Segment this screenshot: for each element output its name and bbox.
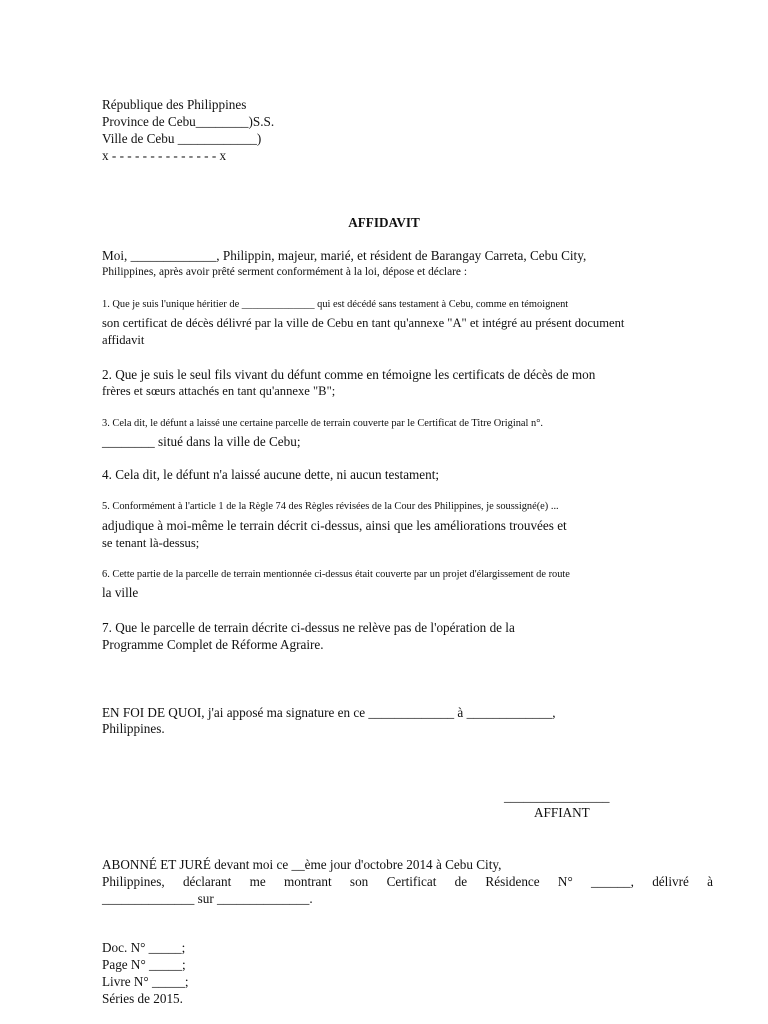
jurat-line-1: ABONNÉ ET JURÉ devant moi ce __ème jour d'octobre 2014 à Cebu City, bbox=[102, 857, 502, 872]
header-republic: République des Philippines bbox=[102, 97, 247, 112]
witness-line-2: Philippines. bbox=[102, 721, 165, 736]
document-title: AFFIDAVIT bbox=[348, 215, 420, 230]
jurat-line-3: ______________ sur ______________. bbox=[102, 891, 313, 906]
notary-book-no: Livre N° _____; bbox=[102, 974, 189, 989]
item-1-line-1: 1. Que je suis l'unique héritier de ______________ qui est décédé sans testament à Cebu, comme en témoignent bbox=[102, 299, 569, 310]
notary-doc-no: Doc. N° _____; bbox=[102, 940, 186, 955]
item-2-line-1: 2. Que je suis le seul fils vivant du défunt comme en témoigne les certificats de décès de mon bbox=[102, 367, 596, 382]
signature-line: ________________ bbox=[504, 789, 610, 804]
item-5-line-2: adjudique à moi-même le terrain décrit ci-dessus, ainsi que les améliorations trouvées et bbox=[102, 518, 567, 533]
notary-series: Séries de 2015. bbox=[102, 991, 183, 1006]
item-7-line-1: 7. Que le parcelle de terrain décrite ci-dessus ne relève pas de l'opération de la bbox=[102, 620, 515, 635]
item-2-line-2: frères et sœurs attachés en tant qu'annexe "B"; bbox=[102, 384, 336, 398]
notary-page-no: Page N° _____; bbox=[102, 957, 186, 972]
item-5-line-3: se tenant là-dessus; bbox=[102, 536, 200, 550]
intro-line-1: Moi, _____________, Philippin, majeur, marié, et résident de Barangay Carreta, Cebu City, bbox=[102, 248, 587, 263]
jurat-block bbox=[102, 856, 713, 907]
item-7-line-2: Programme Complet de Réforme Agraire. bbox=[102, 637, 324, 652]
item-4-line-1: 4. Cela dit, le défunt n'a laissé aucune dette, ni aucun testament; bbox=[102, 467, 440, 482]
header-separator: x - - - - - - - - - - - - - - x bbox=[102, 148, 227, 163]
item-6-line-1: 6. Cette partie de la parcelle de terrain mentionnée ci-dessus était couverte par un projet d'élargissement de route bbox=[102, 569, 570, 580]
item-6-line-2: la ville bbox=[102, 585, 139, 600]
item-5-line-1: 5. Conformément à l'article 1 de la Règle 74 des Règles révisées de la Cour des Philippines, je soussigné(e) ... bbox=[102, 501, 559, 512]
item-1-line-2: son certificat de décès délivré par la ville de Cebu en tant qu'annexe "A" et intégré au présent document bbox=[102, 316, 625, 330]
item-3-line-1: 3. Cela dit, le défunt a laissé une certaine parcelle de terrain couverte par le Certificat de Titre Original n°. bbox=[102, 418, 543, 429]
intro-line-2: Philippines, après avoir prêté serment conformément à la loi, dépose et déclare : bbox=[102, 266, 468, 278]
affiant-label: AFFIANT bbox=[534, 805, 590, 820]
witness-line-1: EN FOI DE QUOI, j'ai apposé ma signature en ce _____________ à _____________, bbox=[102, 705, 556, 720]
header-city: Ville de Cebu ____________) bbox=[102, 131, 262, 146]
jurat-line-2: Philippines, déclarant me montrant son Certificat de Résidence N° ______, délivré à bbox=[102, 874, 713, 889]
header-province: Province de Cebu________)S.S. bbox=[102, 114, 275, 129]
item-3-line-2: ________ situé dans la ville de Cebu; bbox=[102, 434, 301, 449]
item-1-line-3: affidavit bbox=[102, 333, 145, 347]
